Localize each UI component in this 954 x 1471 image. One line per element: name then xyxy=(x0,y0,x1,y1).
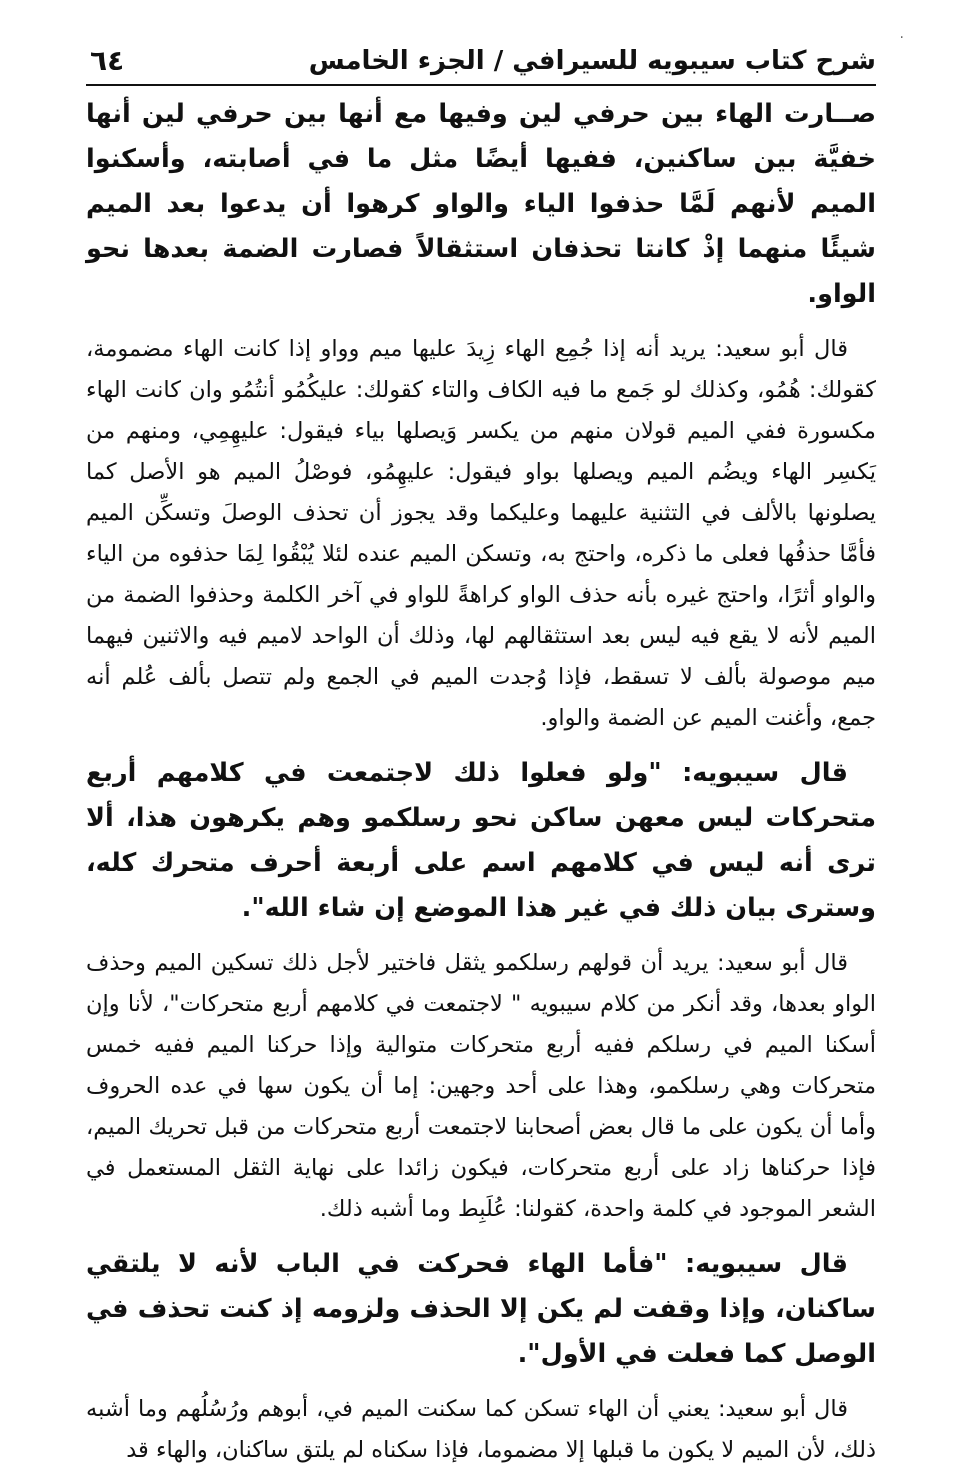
paragraph-commentary: قال أبو سعيد: يريد أنه إذا جُمِع الهاء زِيدَ عليها ميم وواو إذا كانت الهاء مضمومة، كقولك: هُمُو، وكذلك لو جَمع ما فيه الكاف والتاء كقولك: عليكُمُو أنتُمُو وان كانت الهاء مكسورة ففي الميم قولان منهم من يكسر وَيصلها بياء فيقول: عليهِمِي، ومنهم من يَكسِر الهاء ويضُم الميم ويصلها بواو فيقول: عليهِمُو، فوصْلُ الميم هو الأصل كما يصلونها بالألف في التثنية عليهما وعليكما وقد يجوز أن تحذف الوصلَ وتسكِّن الميم فأمَّا حذفُها فعلى ما ذكره، واحتج به، وتسكن الميم عنده لئلا يُبْقُوا لِمَا حذفوه من الياء والواو أثرًا، واحتج غيره بأنه حذف الواو كراهةً للواو في آخر الكلمة وحذفوا الضمة من الميم لأنه لا يقع فيه ليس بعد استثقالهم لها، وذلك أن الواحد لاميم فيه والاثنين فيهما ميم موصولة بألف لا تسقط، فإذا وُجدت الميم في الجمع ولم تتصل بألف عُلم أنه جمع، وأغنت الميم عن الضمة والواو. xyxy=(86,336,876,731)
document-page xyxy=(86,40,876,1471)
running-header xyxy=(86,40,876,86)
paragraph-sibawayh-quote: قال سيبويه: "فأما الهاء فحركت في الباب لأنه لا يلتقي ساكنان، وإذا وقفت لم يكن إلا الحذف ولزومه إذ كنت تحذف في الوصل كما فعلت في الأول". xyxy=(86,1249,876,1369)
header-title: شرح كتاب سيبويه للسيرافي / الجزء الخامس xyxy=(308,46,876,76)
paragraph-sibawayh-quote: قال سيبويه: "ولو فعلوا ذلك لاجتمعت في كلامهم أربع متحركات ليس معهن ساكن نحو رسلكمو وهم يكرهون هذا، ألا ترى أنه ليس في كلامهم اسم على أربعة أحرف متحرك كله، وسترى بيان ذلك في غير هذا الموضع إن شاء الله". xyxy=(86,758,876,923)
page-number: ٦٤ xyxy=(90,44,125,77)
paragraph-continuation: صــارت الهاء بين حرفي لين وفيها مع أنها بين حرفي لين أنها خفيَّة بين ساكنين، ففيها أيضًا مثل ما في أصابته، وأسكنوا الميم لأنهم لَمَّا حذفوا الياء والواو كرهوا أن يدعوا بعد الميم شيئًا منهما إذْ كانتا تحذفان استثقالاً فصارت الضمة بعدها نحو الواو. xyxy=(86,99,876,309)
paragraph-commentary: قال أبو سعيد: يريد أن قولهم رسلكمو يثقل فاختير لأجل ذلك تسكين الميم وحذف الواو بعدها، وقد أنكر من كلام سيبويه " لاجتمعت في كلامهم أربع متحركات"، لأنا وإن أسكنا الميم في رسلكم ففيه أربع متحركات متوالية وإذا حركنا الميم ففيه خمس متحركات وهي رسلكمو، وهذا على أحد وجهين: إما أن يكون سها في عده الحروف وأما أن يكون على ما قال بعض أصحابنا لاجتمعت أربع متحركات من قبل تحريك الميم، فإذا حركناها زاد على أربع متحركات، فيكون زائدا على نهاية الثقل المستعمل في الشعر الموجود في كلمة واحدة، كقولنا: عُلَبِط وما أشبه ذلك. xyxy=(86,950,876,1222)
scan-mark: · xyxy=(899,30,904,46)
paragraph-commentary: قال أبو سعيد: يعني أن الهاء تسكن كما سكنت الميم في، أبوهم ورُسُلُهم وما أشبه ذلك، لأن الميم لا يكون ما قبلها إلا مضموما، فإذا سكناه لم يلتق ساكنان، والهاء قد xyxy=(86,1396,876,1463)
